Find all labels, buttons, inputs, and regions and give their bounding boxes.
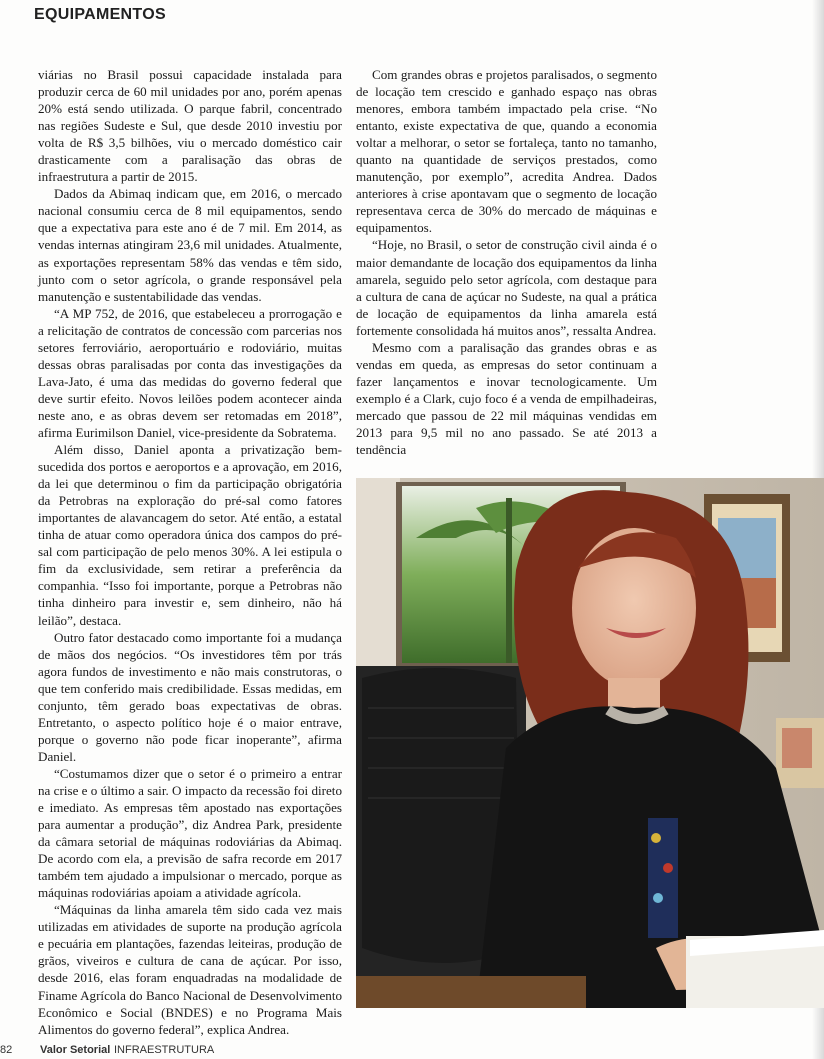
- article-column-right: [356, 66, 657, 458]
- paragraph: “Máquinas da linha amarela têm sido cada vez mais utilizadas em atividades de suporte na produção agrícola e pecuária em plantações, fazendas leiteiras, produção de grãos, viveiros e cultura de cana de açúcar. Por isso, desde 2016, elas foram enquadradas na modalidade de Finame Agrícola do Banco Nacional de Desenvolvimento Econômico e Social (BNDES) e no Programa Mais Alimentos do governo federal”, explica Andrea.: [38, 902, 342, 1037]
- page-number: 82: [0, 1044, 13, 1056]
- page-footer: [0, 1042, 300, 1058]
- portrait-photo: [356, 478, 824, 1008]
- paragraph: “Costumamos dizer que o setor é o primeiro a entrar na crise e o último a sair. O impacto da recessão foi direto e imediato. As empresas têm apostado nas exportações para aumentar a produção”, diz Andrea Park, presidente da câmara setorial de máquinas rodoviárias da Abimaq. De acordo com ela, a previsão de safra recorde em 2017 também tem ajudado a impulsionar o mercado, porque as máquinas rodoviárias apoiam a atividade agrícola.: [38, 765, 342, 901]
- paragraph: Mesmo com a paralisação das grandes obras e as vendas em queda, as empresas do setor continuam a fazer lançamentos e inovar tecnologicamente. Um exemplo é a Clark, cujo foco é a venda de empilhadeiras, mercado que passou de 22 mil máquinas vendidas em 2013 para 9,5 mil no ano passado. Se até 2013 a tendência: [356, 339, 657, 458]
- paragraph: “A MP 752, de 2016, que estabeleceu a prorrogação e a relicitação de contratos de concessão com parcerias nos setores ferroviário, aeroportuário e rodoviário, muitas dessas obras paralisadas por conta das investigações da Lava-Jato, é uma das medidas do governo federal que deve surtir efeito. Novos leilões podem acontecer ainda neste ano, e as obras devem ser retomadas em 2018”, afirma Eurimilson Daniel, vice-presidente da Sobratema.: [38, 305, 342, 440]
- paragraph: “Hoje, no Brasil, o setor de construção civil ainda é o maior demandante de locação dos equipamentos da linha amarela, seguido pelo setor agrícola, com destaque para a cultura de cana de açúcar no Sudeste, na qual a prática de locação de equipamentos da linha amarela está fortemente consolidada há muitos anos”, ressalta Andrea.: [356, 237, 657, 338]
- paragraph: Dados da Abimaq indicam que, em 2016, o mercado nacional consumiu cerca de 8 mil equipamentos, sendo que a expectativa para este ano é de 7 mil. Em 2014, as vendas internas atingiram 23,6 mil unidades. Atualmente, as exportações representam 58% das vendas e têm sido, junto com o setor agrícola, o grande responsável pela manutenção e sustentabilidade das vendas.: [38, 186, 342, 304]
- paragraph: Com grandes obras e projetos paralisados, o segmento de locação tem crescido e ganhado espaço nas obras menores, embora também impactado pela crise. “No entanto, existe expectativa de que, quando a economia voltar a melhorar, o setor se fortaleça, tanto no tamanho, quanto na quantidade de serviços prestados, como manutenção, por exemplo”, acredita Andrea. Dados anteriores à crise apontavam que o segmento de locação representava cerca de 30% do mercado de máquinas e equipamentos.: [356, 67, 657, 236]
- paragraph: Outro fator destacado como importante foi a mudança de mãos dos negócios. “Os investidores têm por trás agora fundos de investimento e não mais construtoras, o que tem conferido mais credibilidade. Essas medidas, em conjunto, têm gerado boas expectativas de obras. Entretanto, o aspecto político hoje é o maior entrave, porque o governo não pode ficar inoperante”, afirma Daniel.: [38, 629, 342, 764]
- paragraph: Além disso, Daniel aponta a privatização bem-sucedida dos portos e aeroportos e a aprovação, em 2016, da lei que determinou o fim da participação obrigatória da Petrobras na exploração do pré-sal como fatores importantes de alavancagem do setor. Até então, a estatal tinha de atuar como operadora única dos campos do pré-sal com participação de pelo menos 30%. A lei estipula o fim da exclusividade, sem retirar a preferência da companhia. “Isso foi importante, porque a Petrobras não tinha dinheiro para investir e, sem dinheiro, não há leilão”, destaca.: [38, 442, 342, 628]
- section-title: EQUIPAMENTOS: [34, 6, 166, 23]
- portrait-illustration: [356, 478, 824, 1008]
- publication-section: INFRAESTRUTURA: [114, 1044, 215, 1056]
- paragraph: viárias no Brasil possui capacidade instalada para produzir cerca de 60 mil unidades por ano, porém apenas 20% está sendo utilizada. O parque fabril, concentrado nas regiões Sudeste e Sul, que desde 2010 investiu por volta de R$ 3,5 bilhões, viu o mercado doméstico cair drasticamente com a paralisação das obras de infraestrutura a partir de 2015.: [38, 67, 342, 185]
- publication-brand: Valor Setorial: [40, 1044, 111, 1056]
- article-column-left: [38, 66, 342, 1038]
